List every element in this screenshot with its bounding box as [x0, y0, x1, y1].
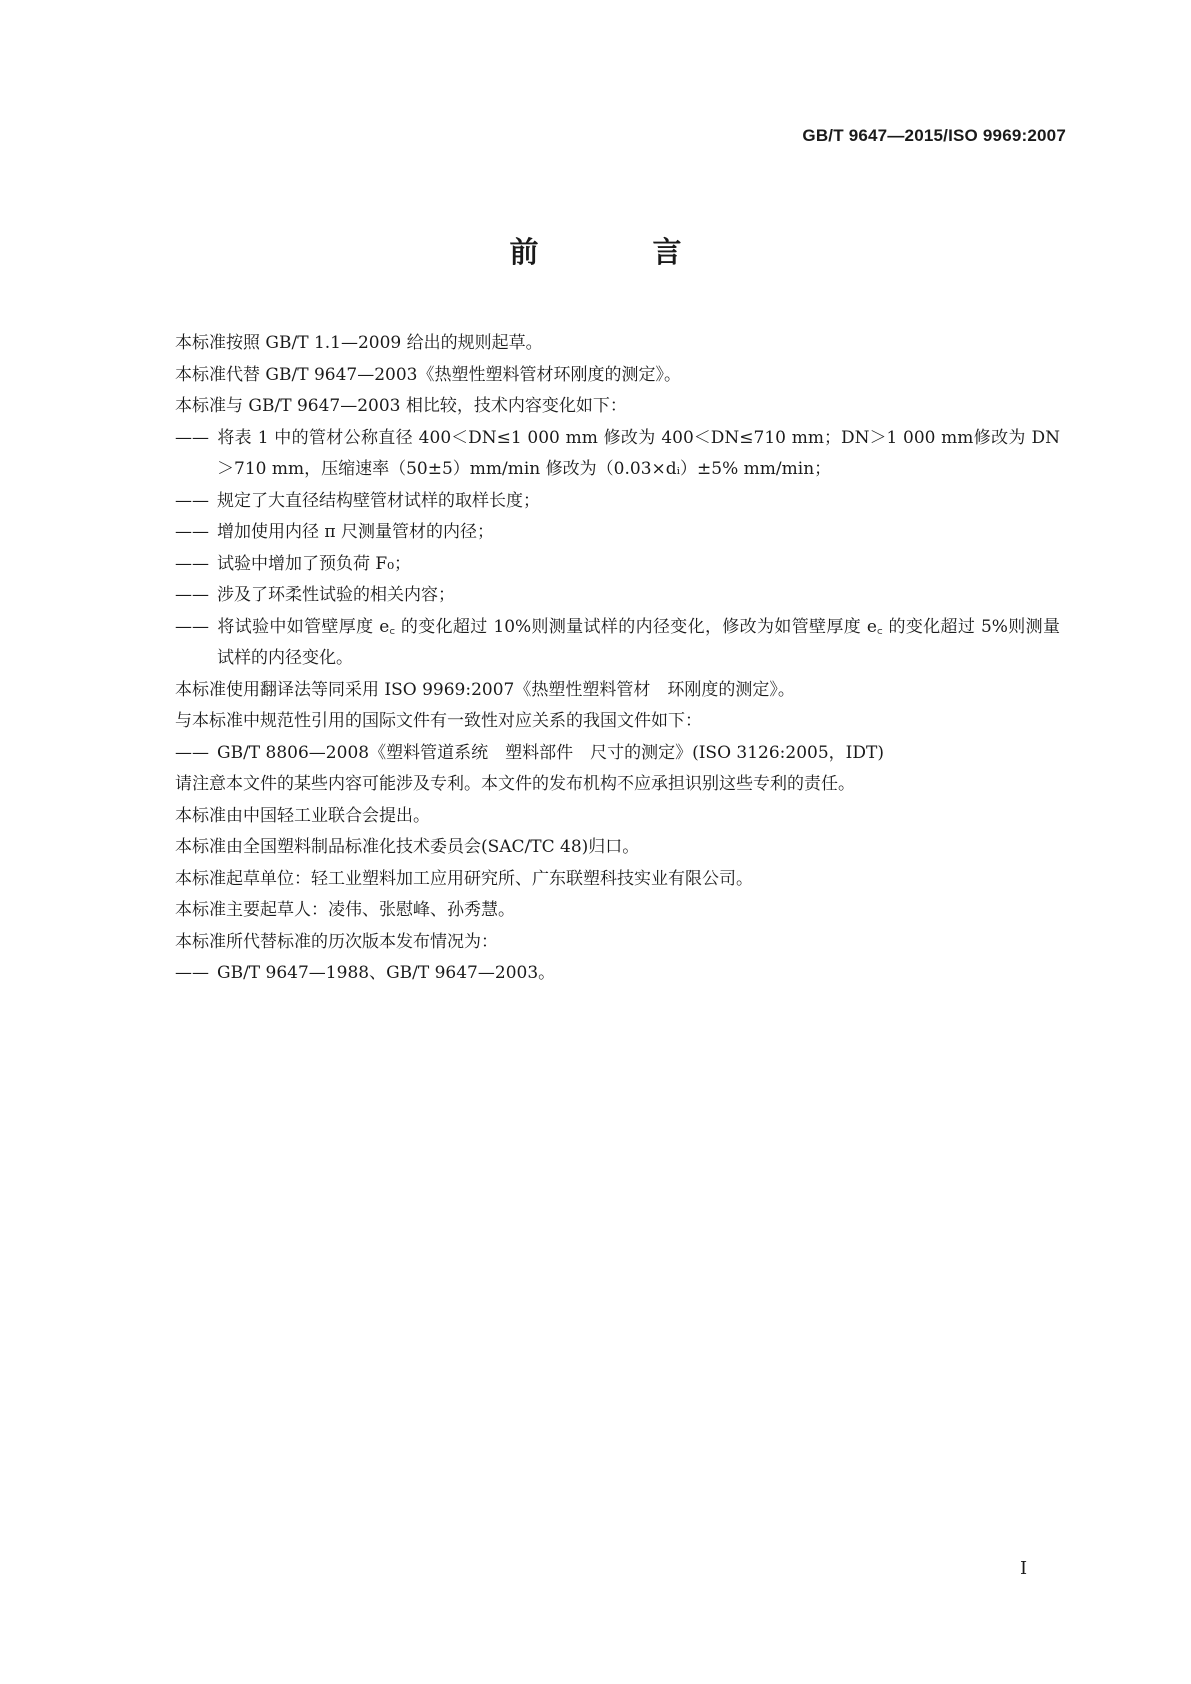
- previous-version-item: [175, 958, 1060, 990]
- paragraph-proposed-by: 本标准由中国轻工业联合会提出。: [175, 805, 430, 826]
- paragraph-previous-versions-intro: 本标准所代替标准的历次版本发布情况为：: [175, 931, 498, 952]
- change-item: [175, 612, 1060, 675]
- change-item: [175, 517, 1060, 549]
- paragraph-centralized-by: 本标准由全国塑料制品标准化技术委员会(SAC/TC 48)归口。: [175, 837, 640, 857]
- dash-mark: ——: [175, 616, 209, 637]
- paragraph-adoption: 本标准使用翻译法等同采用 ISO 9969:2007《热塑性塑料管材 环刚度的测定》。: [175, 679, 795, 700]
- paragraph-changes-intro: 本标准与 GB/T 9647—2003 相比较，技术内容变化如下：: [175, 396, 627, 416]
- change-text: 涉及了环柔性试验的相关内容；: [217, 585, 455, 605]
- dash-mark: ——: [175, 522, 209, 542]
- standard-code: GB/T 9647—2015/ISO 9969:2007: [802, 126, 1066, 145]
- paragraph-references-intro: 与本标准中规范性引用的国际文件有一致性对应关系的我国文件如下：: [175, 711, 702, 731]
- reference-item: [175, 738, 1060, 770]
- foreword-body: [175, 328, 1060, 990]
- dash-mark: ——: [175, 553, 209, 574]
- paragraph-drafting-units: 本标准起草单位：轻工业塑料加工应用研究所、广东联塑科技实业有限公司。: [175, 868, 753, 889]
- paragraph-drafters: 本标准主要起草人：凌伟、张慰峰、孙秀慧。: [175, 900, 515, 920]
- change-text: 将表 1 中的管材公称直径 400＜DN≤1 000 mm 修改为 400＜DN≤710 mm；DN＞1 000 mm修改为 DN＞710 mm，压缩速率（50±5）mm/min 修改为（0.03×dᵢ）±5% mm/min；: [217, 427, 1060, 479]
- paragraph-patent-notice: 请注意本文件的某些内容可能涉及专利。本文件的发布机构不应承担识别这些专利的责任。: [175, 774, 855, 794]
- paragraph-drafting-rules: 本标准按照 GB/T 1.1—2009 给出的规则起草。: [175, 333, 543, 353]
- paragraph-replaces: 本标准代替 GB/T 9647—2003《热塑性塑料管材环刚度的测定》。: [175, 364, 681, 385]
- change-text: 增加使用内径 π 尺测量管材的内径；: [217, 522, 494, 542]
- change-text: 规定了大直径结构壁管材试样的取样长度；: [217, 490, 540, 511]
- dash-mark: ——: [175, 490, 209, 511]
- dash-mark: ——: [175, 963, 209, 983]
- change-item: [175, 580, 1060, 612]
- change-item: [175, 423, 1060, 486]
- dash-mark: ——: [175, 585, 209, 605]
- dash-mark: ——: [175, 427, 209, 448]
- reference-text: GB/T 8806—2008《塑料管道系统 塑料部件 尺寸的测定》(ISO 3126:2005，IDT): [217, 742, 884, 763]
- page-title: 前 言: [509, 235, 734, 269]
- change-text: 试验中增加了预负荷 F₀；: [217, 553, 412, 574]
- change-item: [175, 486, 1060, 518]
- page-number: I: [1020, 1558, 1028, 1579]
- dash-mark: ——: [175, 742, 209, 763]
- change-item: [175, 549, 1060, 581]
- previous-version-text: GB/T 9647—1988、GB/T 9647—2003。: [217, 963, 556, 983]
- change-text: 将试验中如管壁厚度 e꜀ 的变化超过 10%则测量试样的内径变化，修改为如管壁厚度 e꜀ 的变化超过 5%则测量试样的内径变化。: [217, 616, 1060, 668]
